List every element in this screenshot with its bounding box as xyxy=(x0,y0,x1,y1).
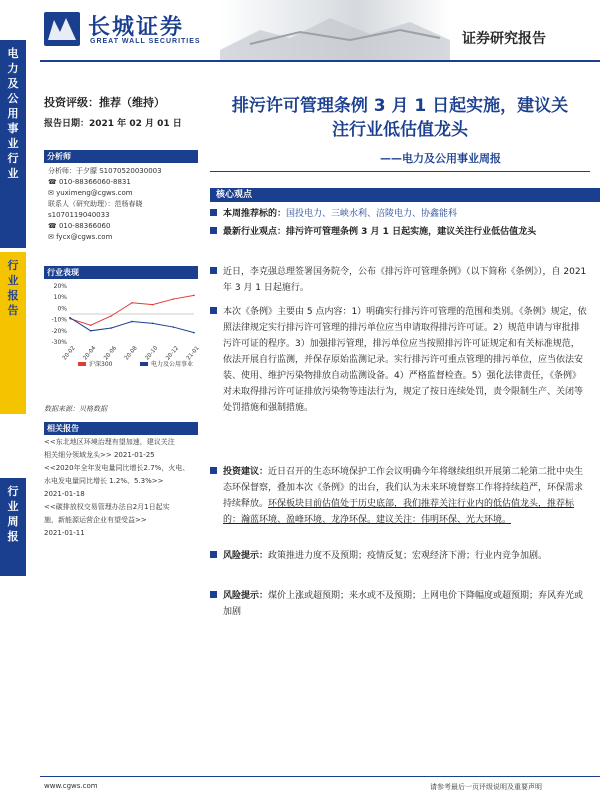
bullet-icon xyxy=(210,551,217,558)
x-tick-label: 20-04 xyxy=(82,345,98,362)
brand-name-cn: 长城证券 xyxy=(88,15,185,40)
legend-swatch xyxy=(140,362,148,366)
brand-name-en: GREAT WALL SECURITIES xyxy=(90,38,201,45)
legend-label: 电力及公用事业 xyxy=(151,361,194,368)
side-tab-char: 用 xyxy=(7,107,19,120)
legend-label: 沪深300 xyxy=(89,361,113,368)
side-tab-industry xyxy=(0,40,26,248)
series-point xyxy=(152,304,154,306)
analyst-line: ☎ 010-88366060 xyxy=(48,222,111,230)
chart-section-header: 行业表现 xyxy=(44,266,198,279)
great-wall-banner-image xyxy=(220,0,450,62)
bullet-icon xyxy=(210,227,217,234)
series-point xyxy=(131,302,133,304)
series-point xyxy=(111,327,113,329)
x-tick-label: 20-08 xyxy=(123,345,139,362)
related-report-line: 2021-01-11 xyxy=(44,529,85,537)
related-report-line: <<碳排放权交易管理办法自2月1日起实 xyxy=(44,503,170,511)
footer-website: www.cgws.com xyxy=(44,782,98,790)
x-tick-label: 20-10 xyxy=(144,345,160,362)
series-point xyxy=(173,298,175,300)
side-tab-char: 力 xyxy=(7,62,19,75)
analyst-line: ✉ fycx@cgws.com xyxy=(48,233,113,241)
footer-disclaimer: 请参考最后一页评级说明及重要声明 xyxy=(430,783,542,791)
bullet-icon xyxy=(210,307,217,314)
side-tab-char: 业 xyxy=(7,500,19,513)
related-report-line: 水电发电量同比增长 1.2%、5.3%>> xyxy=(44,477,164,485)
related-report-line: 施，新能源运营企业有望受益>> xyxy=(44,516,147,524)
risk-warning-2: 风险提示：煤价上涨或超预期；来水或不及预期；上网电价下降幅度或超预期；弃风弃光或加剧 xyxy=(210,588,588,620)
series-point xyxy=(111,315,113,317)
series-point xyxy=(90,324,92,326)
bullet-icon xyxy=(210,267,217,274)
recommended-picks: 本周推荐标的：国投电力、三峡水利、涪陵电力、协鑫能科 xyxy=(210,206,588,222)
y-tick-label: 10% xyxy=(53,294,67,302)
analyst-line: s1070119040033 xyxy=(48,211,110,219)
series-line-1 xyxy=(70,318,194,333)
legend-swatch xyxy=(78,362,86,366)
title-divider xyxy=(210,171,590,172)
side-tab-char: 公 xyxy=(7,92,19,105)
side-tab-char: 报 xyxy=(7,289,19,302)
y-tick-label: -20% xyxy=(51,327,67,335)
analyst-line: ☎ 010-88366060-8831 xyxy=(48,178,131,186)
series-point xyxy=(193,295,195,297)
report-title: 排污许可管理条例 3 月 1 日起实施，建议关 注行业低估值龙头 xyxy=(231,96,569,140)
series-point xyxy=(173,326,175,328)
side-tab-weekly xyxy=(0,478,26,576)
page-header xyxy=(0,0,600,62)
investment-advice: 投资建议：近日召开的生态环境保护工作会议明确今年将继续组织开展第二轮第二批中央生态环保督察，叠加本次《条例》的出台，我们认为未来环境督察工作将持续趋严，环保需求持续释放。环保板块目前估值处于历史底部，我们推荐关注行业内的低估值龙头，推荐标的：瀚蓝环境、盈峰环境、龙净环保。建议关注：伟明环保、光大环境。 xyxy=(210,464,588,528)
side-tab-char: 电 xyxy=(7,47,19,60)
analyst-line: 分析师：于夕朦 S1070520030003 xyxy=(48,167,162,175)
series-point xyxy=(193,332,195,334)
y-tick-label: 0% xyxy=(57,305,67,313)
bullet-icon xyxy=(210,467,217,474)
x-tick-label: 20-02 xyxy=(61,345,77,362)
related-reports-header: 相关报告 xyxy=(44,422,198,435)
side-tab-char: 及 xyxy=(7,77,19,90)
side-tab-char: 行 xyxy=(7,485,19,498)
data-source: 数据来源：贝格数据 xyxy=(44,405,107,413)
related-report-line: <<2020年全年发电量同比增长2.7%，火电、 xyxy=(44,464,190,472)
report-date: 报告日期：2021 年 02 月 01 日 xyxy=(44,119,182,129)
footer-divider xyxy=(40,776,600,777)
side-tab-char: 报 xyxy=(7,530,19,543)
report-subtitle: ——电力及公用事业周报 xyxy=(380,152,501,165)
bullet-icon xyxy=(210,209,217,216)
industry-performance-chart xyxy=(44,280,202,372)
industry-view: 最新行业观点：排污许可管理条例 3 月 1 日起实施，建议关注行业低估值龙头 xyxy=(210,224,588,240)
analyst-line: ✉ yuximeng@cgws.com xyxy=(48,189,133,197)
y-tick-label: -10% xyxy=(51,316,67,324)
side-tab-char: 告 xyxy=(7,304,19,317)
y-tick-label: -30% xyxy=(51,339,67,346)
related-report-line: 相关细分领域龙头>> 2021-01-25 xyxy=(44,451,155,459)
series-point xyxy=(90,330,92,332)
analyst-info xyxy=(48,166,162,243)
side-tab-char: 业 xyxy=(7,167,19,180)
side-tab-report xyxy=(0,252,26,414)
investment-rating: 投资评级：推荐（维持） xyxy=(44,96,165,109)
x-tick-label: 20-12 xyxy=(165,345,181,362)
y-tick-label: 20% xyxy=(53,283,67,290)
side-tab-char: 事 xyxy=(7,122,19,135)
company-logo-icon xyxy=(44,12,80,46)
side-tab-char: 业 xyxy=(7,137,19,150)
series-point xyxy=(69,317,71,319)
x-tick-label: 21-01 xyxy=(185,345,201,362)
related-reports-list xyxy=(44,436,204,540)
side-tab-char: 周 xyxy=(7,515,19,528)
bullet-icon xyxy=(210,591,217,598)
report-type-label: 证券研究报告 xyxy=(462,31,546,47)
x-tick-label: 20-06 xyxy=(103,345,119,362)
header-divider xyxy=(40,60,600,62)
risk-warning-1: 风险提示：政策推进力度不及预期；疫情反复；宏观经济下滑；行业内竞争加剧。 xyxy=(210,548,588,564)
side-tab-char: 行 xyxy=(7,259,19,272)
side-tab-char: 行 xyxy=(7,152,19,165)
side-tab-char: 业 xyxy=(7,274,19,287)
series-point xyxy=(152,323,154,325)
analyst-line: 联系人（研究助理）：范杨春晓 xyxy=(48,200,143,208)
analyst-section-header: 分析师 xyxy=(44,150,198,163)
paragraph-regulation-details: 本次《条例》主要由 5 点内容：1）明确实行排污许可管理的范围和类别。《条例》规定，依照法律规定实行排污许可管理的排污单位应当申请取得排污许可证。2）规范申请与审批排污许可证的程序。3）加强排污管理，排污单位应当按照排污许可证规定和有关标准规范，依法开展自行监测，并保存原始监测记录。实行排污许可重点管理的排污单位，应当依法安装、使用、维护污染物排放自动监测设备。4）严格监督检查。5）强化法律责任，《条例》对未取得排污许可证排放污染物等违法行为，规定了按日连续处罚，责令限制生产、关闭等处罚措施和强制措施。 xyxy=(210,304,588,416)
related-report-line: 2021-01-18 xyxy=(44,490,85,498)
paragraph-announcement: 近日，李克强总理签署国务院令，公布《排污许可管理条例》（以下简称《条例》），自 2021 年 3 月 1 日起施行。 xyxy=(210,264,588,296)
series-point xyxy=(131,321,133,323)
core-view-header: 核心观点 xyxy=(210,188,600,202)
related-report-line: <<东北地区环境治理有望加速，建议关注 xyxy=(44,438,175,446)
